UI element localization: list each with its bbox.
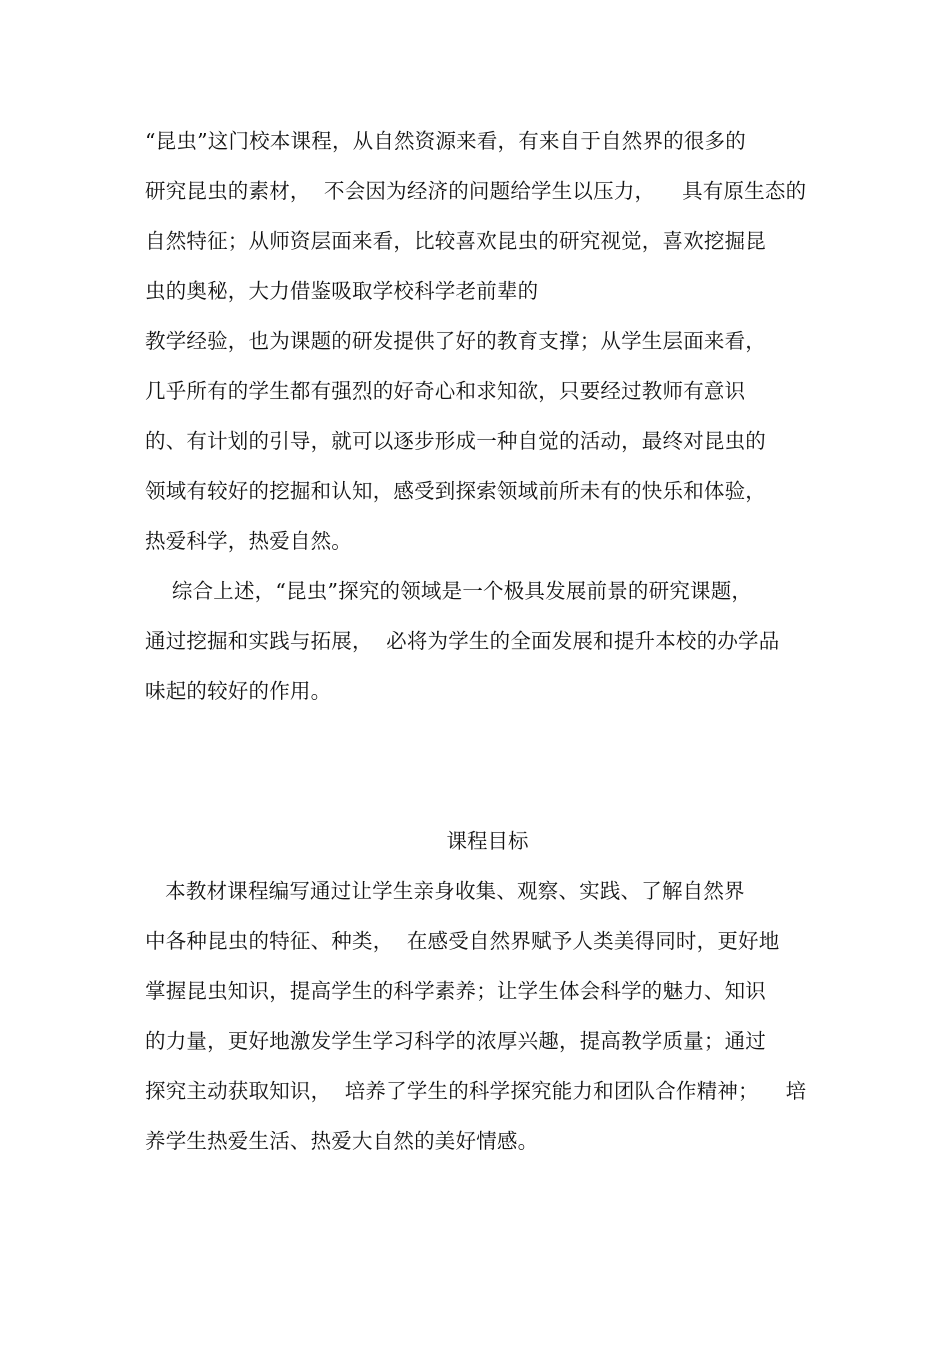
paragraph-line: “昆虫”这门校本课程，从自然资源来看，有来自于自然界的很多的 <box>145 129 746 153</box>
paragraph-line: 几乎所有的学生都有强烈的好奇心和求知欲，只要经过教师有意识 <box>145 379 746 403</box>
paragraph-line: 中各种昆虫的特征、种类， 在感受自然界赋予人类美得同时，更好地 <box>145 929 780 953</box>
paragraph-line: 领域有较好的挖掘和认知，感受到探索领域前所未有的快乐和体验， <box>145 479 766 503</box>
paragraph-line: 虫的奥秘，大力借鉴吸取学校科学老前辈的 <box>145 279 539 303</box>
paragraph-line: 掌握昆虫知识，提高学生的科学素养；让学生体会科学的魅力、知识 <box>145 979 766 1003</box>
paragraph-line: 养学生热爱生活、热爱大自然的美好情感。 <box>145 1129 539 1153</box>
paragraph-line: 教学经验，也为课题的研发提供了好的教育支撑；从学生层面来看， <box>145 329 766 353</box>
paragraph-line: 的力量，更好地激发学生学习科学的浓厚兴趣，提高教学质量；通过 <box>145 1029 766 1053</box>
paragraph-line: 热爱科学，热爱自然。 <box>145 529 352 553</box>
paragraph-line: 自然特征；从师资层面来看，比较喜欢昆虫的研究视觉，喜欢挖掘昆 <box>145 229 766 253</box>
paragraph-line: 通过挖掘和实践与拓展， 必将为学生的全面发展和提升本校的办学品 <box>145 629 780 653</box>
paragraph-line: 本教材课程编写通过让学生亲身收集、观察、实践、了解自然界 <box>145 879 745 903</box>
section-heading: 课程目标 <box>446 829 529 853</box>
paragraph-line: 的、有计划的引导，就可以逐步形成一种自觉的活动，最终对昆虫的 <box>145 429 766 453</box>
paragraph-line: 味起的较好的作用。 <box>145 679 332 703</box>
paragraph-line: 探究主动获取知识， 培养了学生的科学探究能力和团队合作精神； 培 <box>145 1079 807 1103</box>
paragraph-line: 综合上述，“昆虫”探究的领域是一个极具发展前景的研究课题， <box>145 579 753 603</box>
paragraph-line: 研究昆虫的素材， 不会因为经济的问题给学生以压力， 具有原生态的 <box>145 179 807 203</box>
